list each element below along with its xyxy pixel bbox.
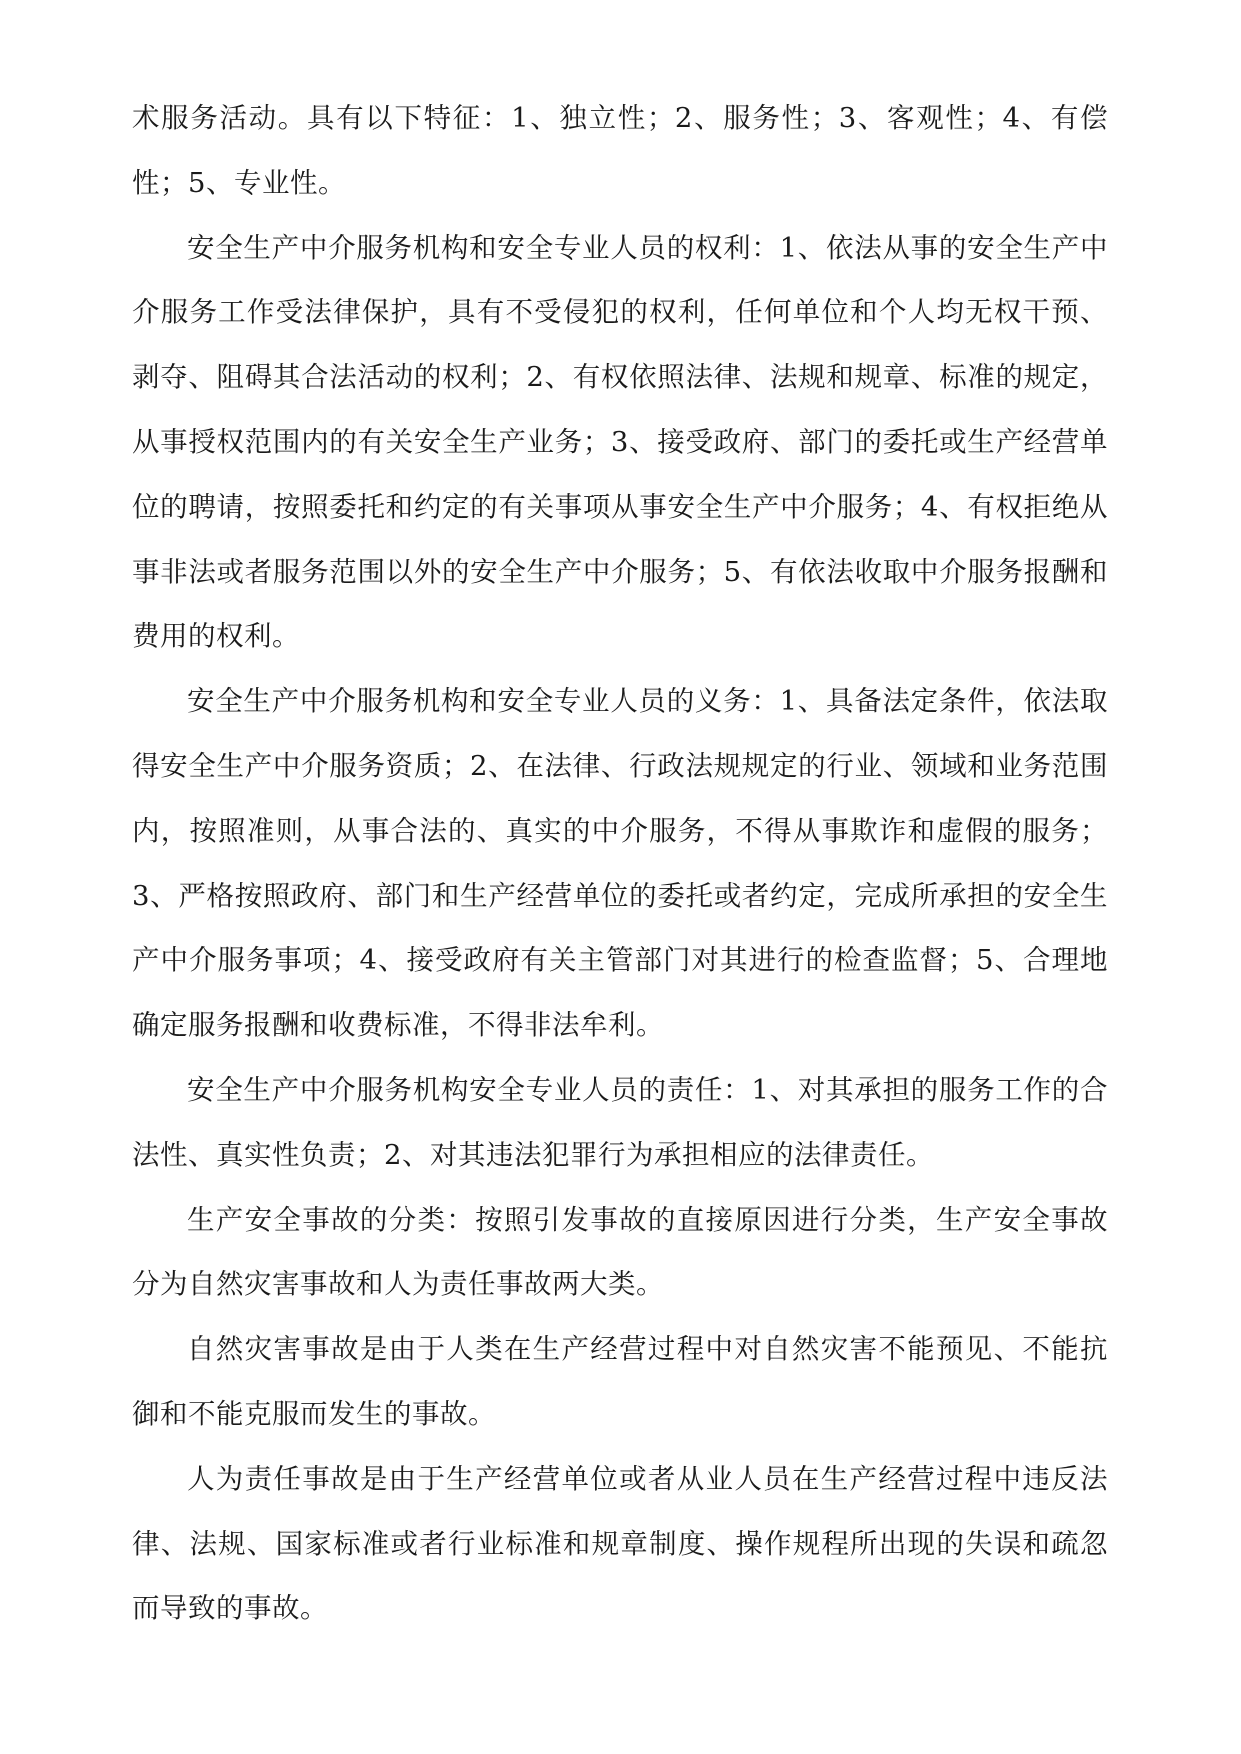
paragraph-natural-disaster-accident: 自然灾害事故是由于人类在生产经营过程中对自然灾害不能预见、不能抗御和不能克服而发生的事故。 [132, 1333, 1108, 1430]
paragraph-responsibilities: 安全生产中介服务机构安全专业人员的责任：1、对其承担的服务工作的合法性、真实性负责；2、对其违法犯罪行为承担相应的法律责任。 [132, 1073, 1108, 1171]
paragraph-obligations: 安全生产中介服务机构和安全专业人员的义务：1、具备法定条件，依法取得安全生产中介服务资质；2、在法律、行政法规规定的行业、领域和业务范围内，按照准则，从事合法的、真实的中介服务，不得从事欺诈和虚假的服务；3、严格按照政府、部门和生产经营单位的委托或者约定，完成所承担的安全生产中介服务事项；4、接受政府有关主管部门对其进行的检查监督；5、合理地确定服务报酬和收费标准，不得非法牟利。 [132, 685, 1108, 1042]
paragraph-rights: 安全生产中介服务机构和安全专业人员的权利：1、依法从事的安全生产中介服务工作受法律保护，具有不受侵犯的权利，任何单位和个人均无权干预、剥夺、阻碍其合法活动的权利；2、有权依照法律、法规和规章、标准的规定，从事授权范围内的有关安全生产业务；3、接受政府、部门的委托或生产经营单位的聘请，按照委托和约定的有关事项从事安全生产中介服务；4、有权拒绝从事非法或者服务范围以外的安全生产中介服务；5、有依法收取中介服务报酬和费用的权利。 [132, 231, 1108, 653]
document-body [132, 86, 1108, 1641]
paragraph-human-responsibility-accident: 人为责任事故是由于生产经营单位或者从业人员在生产经营过程中违反法律、法规、国家标准或者行业标准和规章制度、操作规程所出现的失误和疏忽而导致的事故。 [132, 1462, 1108, 1625]
paragraph-accident-classification: 生产安全事故的分类：按照引发事故的直接原因进行分类，生产安全事故分为自然灾害事故和人为责任事故两大类。 [132, 1203, 1108, 1301]
paragraph-service-features: 术服务活动。具有以下特征：1、独立性；2、服务性；3、客观性；4、有偿性；5、专业性。 [132, 102, 1108, 199]
